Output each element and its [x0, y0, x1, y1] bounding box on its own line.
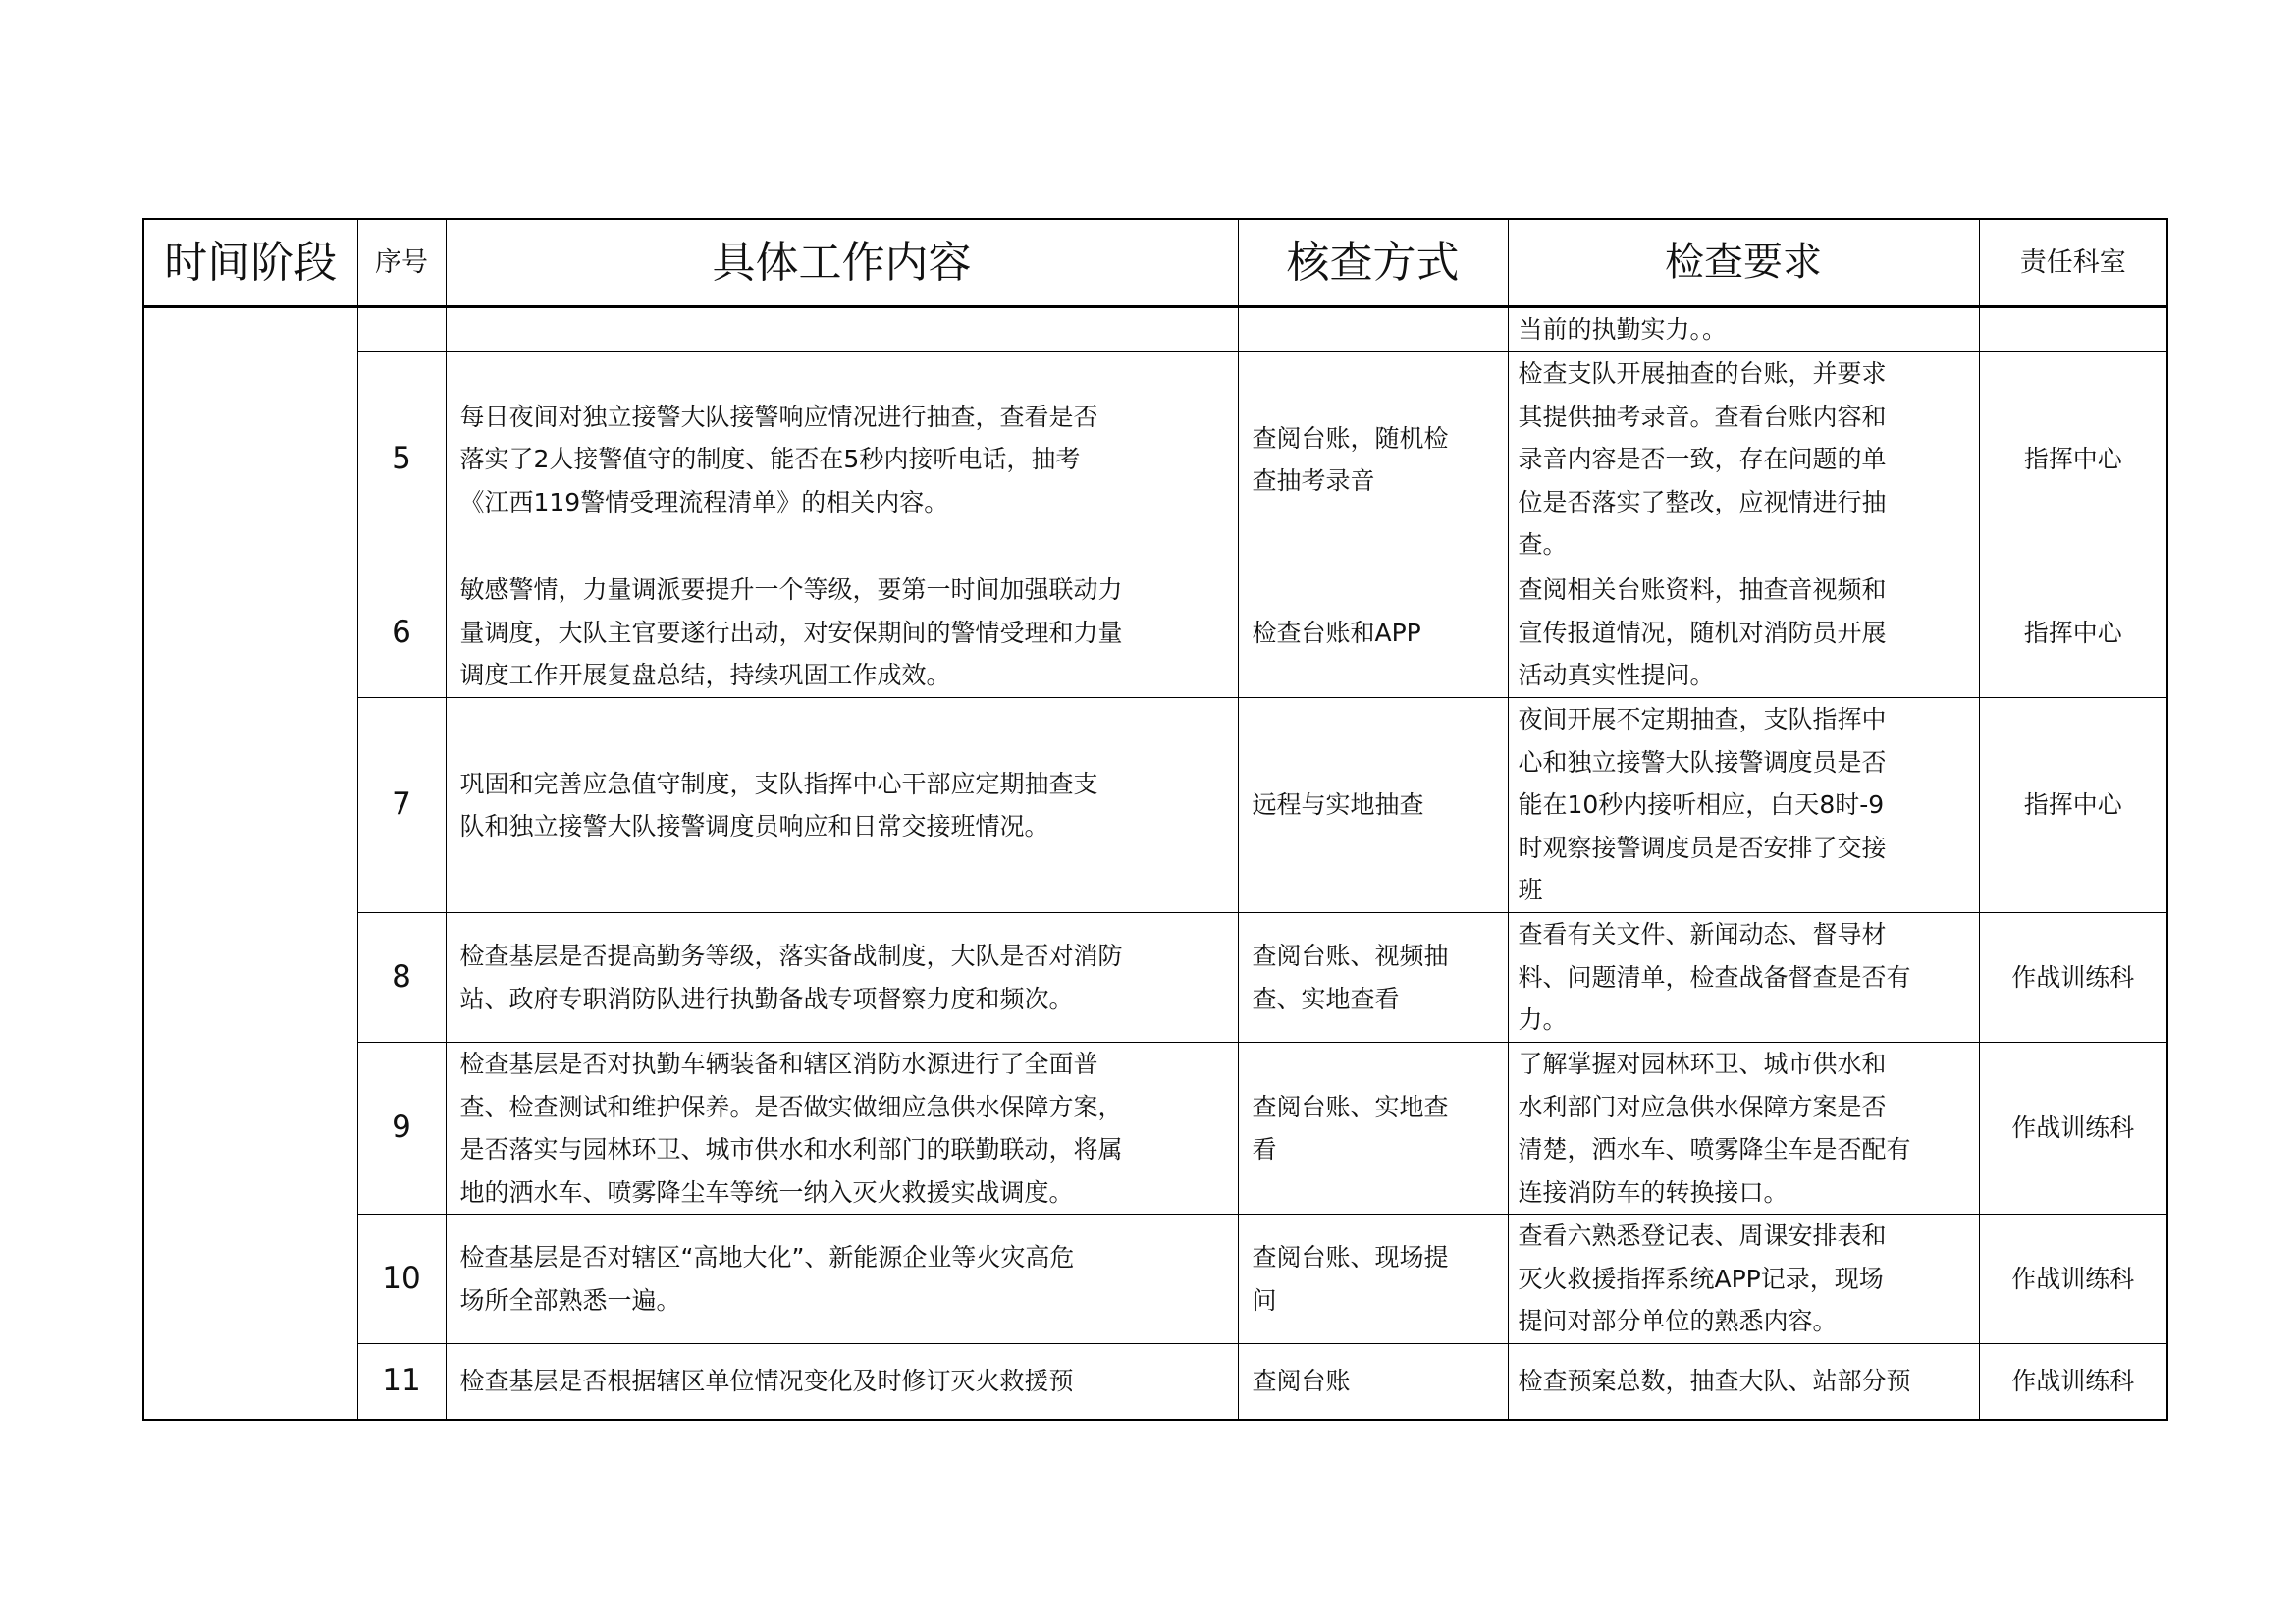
dept-cell — [1979, 306, 2167, 352]
content-cell: 检查基层是否对执勤车辆装备和辖区消防水源进行了全面普 查、检查测试和维护保养。是否做实做细应急供水保障方案， 是否落实与园林环卫、城市供水和水利部门的联勤联动，将属 地的洒水车、喷雾降尘车等统一纳入灭火救援实战调度。 — [446, 1043, 1238, 1215]
header-row — [143, 219, 2167, 306]
requirement-cell: 查看六熟悉登记表、周课安排表和 灭火救援指挥系统APP记录，现场 提问对部分单位的熟悉内容。 — [1508, 1215, 1979, 1344]
content-cell: 检查基层是否提高勤务等级，落实备战制度，大队是否对消防 站、政府专职消防队进行执勤备战专项督察力度和频次。 — [446, 913, 1238, 1043]
dept-cell: 指挥中心 — [1979, 352, 2167, 568]
seq-cell: 6 — [357, 568, 446, 698]
content-cell: 检查基层是否对辖区“高地大化”、新能源企业等火灾高危 场所全部熟悉一遍。 — [446, 1215, 1238, 1344]
seq-cell: 7 — [357, 698, 446, 913]
requirement-cell: 查阅相关台账资料，抽查音视频和 宣传报道情况，随机对消防员开展 活动真实性提问。 — [1508, 568, 1979, 698]
content-cell: 每日夜间对独立接警大队接警响应情况进行抽查，查看是否 落实了2人接警值守的制度、能否在5秒内接听电话，抽考 《江西119警情受理流程清单》的相关内容。 — [446, 352, 1238, 568]
content-cell — [446, 306, 1238, 352]
dept-cell: 作战训练科 — [1979, 913, 2167, 1043]
header-stage: 时间阶段 — [143, 219, 357, 306]
header-content: 具体工作内容 — [446, 219, 1238, 306]
method-cell: 查阅台账、现场提 问 — [1238, 1215, 1508, 1344]
table-row — [143, 568, 2167, 698]
seq-cell: 9 — [357, 1043, 446, 1215]
header-dept: 责任科室 — [1979, 219, 2167, 306]
table-row — [143, 1043, 2167, 1215]
method-cell — [1238, 306, 1508, 352]
method-cell: 查阅台账、视频抽 查、实地查看 — [1238, 913, 1508, 1043]
header-requirement: 检查要求 — [1508, 219, 1979, 306]
stage-cell — [143, 306, 357, 1420]
inspection-table — [142, 218, 2168, 1421]
requirement-cell: 当前的执勤实力。。 — [1508, 306, 1979, 352]
dept-cell: 指挥中心 — [1979, 568, 2167, 698]
seq-cell: 5 — [357, 352, 446, 568]
seq-cell — [357, 306, 446, 352]
dept-cell: 作战训练科 — [1979, 1215, 2167, 1344]
table-row — [143, 913, 2167, 1043]
method-cell: 查阅台账，随机检 查抽考录音 — [1238, 352, 1508, 568]
requirement-cell: 查看有关文件、新闻动态、督导材 料、问题清单，检查战备督查是否有 力。 — [1508, 913, 1979, 1043]
requirement-cell: 检查支队开展抽查的台账，并要求 其提供抽考录音。查看台账内容和 录音内容是否一致，存在问题的单 位是否落实了整改，应视情进行抽 查。 — [1508, 352, 1979, 568]
dept-cell: 指挥中心 — [1979, 698, 2167, 913]
requirement-cell: 了解掌握对园林环卫、城市供水和 水利部门对应急供水保障方案是否 清楚，洒水车、喷雾降尘车是否配有 连接消防车的转换接口。 — [1508, 1043, 1979, 1215]
seq-cell: 10 — [357, 1215, 446, 1344]
table-row — [143, 1215, 2167, 1344]
header-method: 核查方式 — [1238, 219, 1508, 306]
header-seq: 序号 — [357, 219, 446, 306]
seq-cell: 8 — [357, 913, 446, 1043]
content-cell: 敏感警情，力量调派要提升一个等级，要第一时间加强联动力 量调度，大队主官要遂行出动，对安保期间的警情受理和力量 调度工作开展复盘总结，持续巩固工作成效。 — [446, 568, 1238, 698]
method-cell: 检查台账和APP — [1238, 568, 1508, 698]
dept-cell: 作战训练科 — [1979, 1344, 2167, 1420]
content-cell: 检查基层是否根据辖区单位情况变化及时修订灭火救援预 — [446, 1344, 1238, 1420]
content-cell: 巩固和完善应急值守制度，支队指挥中心干部应定期抽查支 队和独立接警大队接警调度员响应和日常交接班情况。 — [446, 698, 1238, 913]
requirement-cell: 夜间开展不定期抽查，支队指挥中 心和独立接警大队接警调度员是否 能在10秒内接听相应，白天8时-9 时观察接警调度员是否安排了交接 班 — [1508, 698, 1979, 913]
requirement-cell: 检查预案总数，抽查大队、站部分预 — [1508, 1344, 1979, 1420]
method-cell: 查阅台账、实地查 看 — [1238, 1043, 1508, 1215]
table-row — [143, 698, 2167, 913]
table-row — [143, 352, 2167, 568]
method-cell: 查阅台账 — [1238, 1344, 1508, 1420]
method-cell: 远程与实地抽查 — [1238, 698, 1508, 913]
seq-cell: 11 — [357, 1344, 446, 1420]
table-row — [143, 1344, 2167, 1420]
table-row — [143, 306, 2167, 352]
dept-cell: 作战训练科 — [1979, 1043, 2167, 1215]
